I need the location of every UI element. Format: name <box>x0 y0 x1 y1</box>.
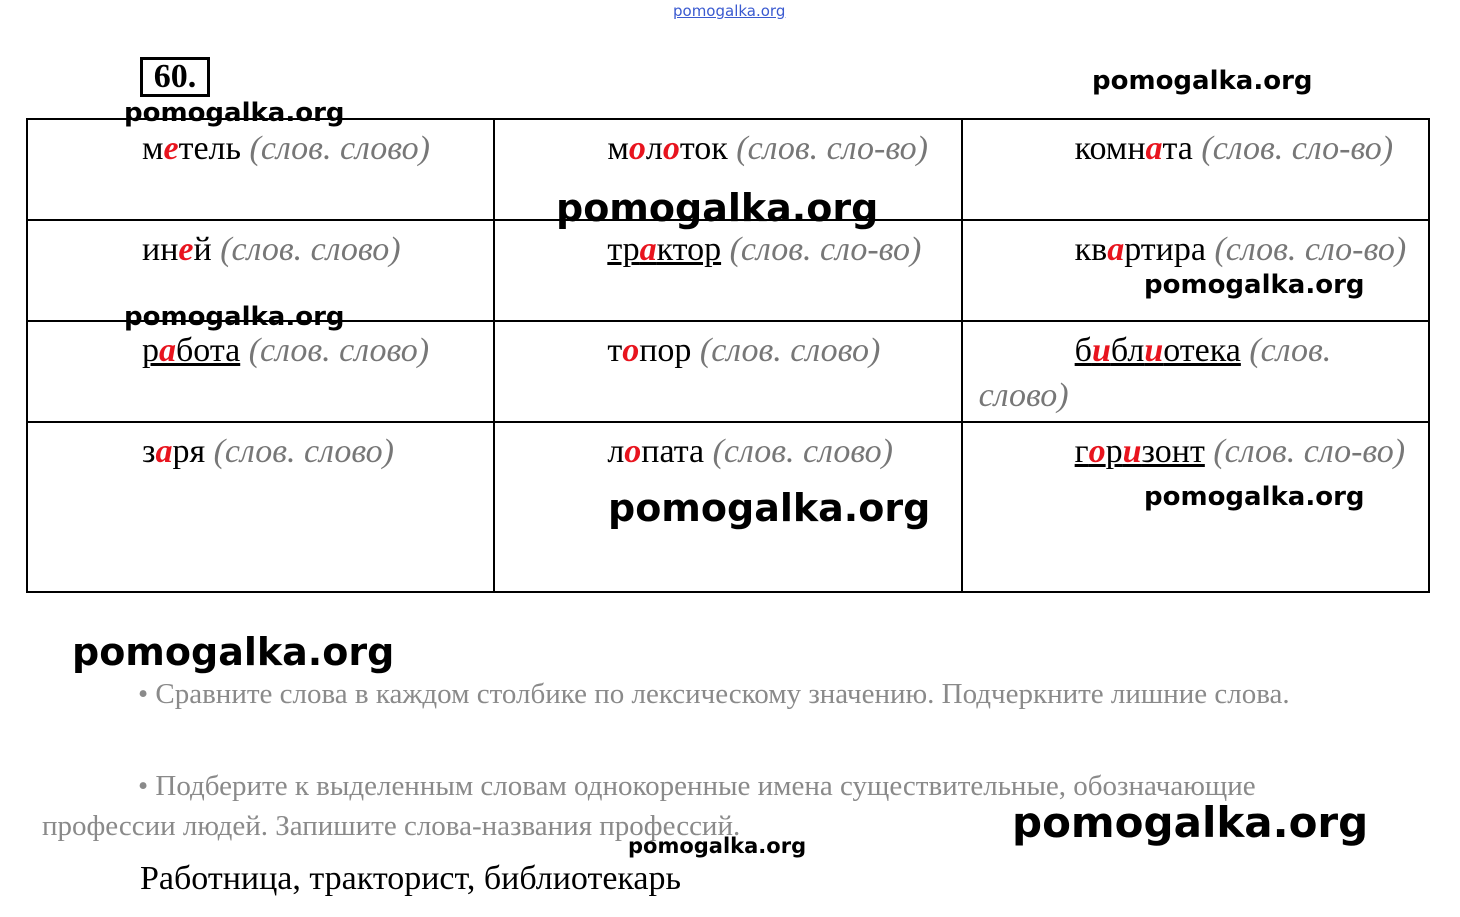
word-part: тель <box>178 130 242 167</box>
watermark: pomogalka.org <box>1012 798 1369 847</box>
word-part: кв <box>1074 231 1108 268</box>
word-note: (слов. слово) <box>699 332 881 369</box>
highlighted-letter: и <box>1122 433 1142 470</box>
watermark: pomogalka.org <box>1144 482 1365 512</box>
highlighted-letter: о <box>622 332 640 369</box>
word-part: р <box>142 332 159 369</box>
word-part: зонт <box>1141 433 1205 470</box>
exercise-number: 60. <box>140 57 210 97</box>
dictionary-word <box>1075 130 1193 167</box>
highlighted-letter: е <box>163 130 179 167</box>
word-note: (слов. слово) <box>220 231 401 268</box>
dictionary-word <box>1075 231 1206 268</box>
table-cell <box>494 220 961 321</box>
word-part: ртира <box>1124 231 1206 268</box>
word-part: л <box>645 130 663 167</box>
dictionary-word <box>607 433 704 470</box>
dictionary-word <box>142 433 205 470</box>
word-part: пор <box>639 332 692 369</box>
word-note: (слов. слово) <box>712 433 893 470</box>
word-part: л <box>607 433 625 470</box>
highlighted-letter: о <box>1088 433 1106 470</box>
word-note: (слов. слово) <box>248 332 430 369</box>
word-part: ря <box>172 433 206 470</box>
watermark: pomogalka.org <box>1144 270 1365 300</box>
word-part: бл <box>1110 332 1145 369</box>
word-part: ин <box>142 231 179 268</box>
dictionary-word <box>142 231 212 268</box>
answer-text: Работница, тракторист, библиотекарь <box>140 860 682 897</box>
table-cell <box>494 321 961 422</box>
word-part: м <box>607 130 629 167</box>
dictionary-word <box>607 130 727 167</box>
task-1: • Сравните слова в каждом столбике по лексическому значению. Подчеркните лишние слова. <box>138 678 1290 710</box>
word-part: й <box>193 231 212 268</box>
word-part: тр <box>607 231 640 268</box>
highlighted-letter: о <box>628 130 646 167</box>
dictionary-word <box>607 231 721 268</box>
word-note: (слов. слово) <box>978 332 1332 414</box>
word-part: отека <box>1163 332 1241 369</box>
word-part: б <box>1074 332 1092 369</box>
watermark: pomogalka.org <box>72 630 395 674</box>
word-note: (слов. слово) <box>249 130 430 167</box>
watermark: pomogalka.org <box>1092 66 1313 96</box>
highlighted-letter: а <box>639 231 657 268</box>
watermark: pomogalka.org <box>124 98 345 128</box>
word-part: р <box>1105 433 1123 470</box>
dictionary-word <box>142 332 240 369</box>
watermark: pomogalka.org <box>608 486 931 530</box>
table-cell <box>962 119 1429 220</box>
table-cell <box>27 119 494 220</box>
table-cell <box>962 321 1429 422</box>
table-cell <box>27 422 494 592</box>
highlighted-letter: а <box>1145 130 1163 167</box>
watermark: pomogalka.org <box>124 302 345 332</box>
word-part: г <box>1074 433 1089 470</box>
task-2: • Подберите к выделенным словам однокоренные имена существительные, обозначающие профессии людей. Запишите слова-названия профессий. <box>42 770 1256 842</box>
word-part: т <box>607 332 623 369</box>
highlighted-letter: а <box>155 433 173 470</box>
word-note: (слов. сло-во) <box>1214 231 1407 268</box>
word-part: з <box>142 433 156 470</box>
dictionary-word <box>1075 332 1241 369</box>
watermark: pomogalka.org <box>556 186 879 230</box>
highlighted-letter: и <box>1144 332 1164 369</box>
word-note: (слов. сло-во) <box>736 130 928 167</box>
dictionary-word <box>1075 433 1205 470</box>
highlighted-letter: о <box>662 130 680 167</box>
word-note: (слов. сло-во) <box>1201 130 1394 167</box>
dictionary-word <box>142 130 241 167</box>
word-part: ток <box>679 130 728 167</box>
highlighted-letter: а <box>1107 231 1125 268</box>
table-row <box>27 321 1429 422</box>
word-note: (слов. слово) <box>213 433 394 470</box>
word-part: ктор <box>656 231 722 268</box>
word-part: комн <box>1074 130 1146 167</box>
highlighted-letter: о <box>624 433 642 470</box>
highlighted-letter: а <box>159 332 176 369</box>
table-cell <box>27 321 494 422</box>
word-part: бота <box>176 332 241 369</box>
word-note: (слов. сло-во) <box>1213 433 1406 470</box>
word-part: пата <box>641 433 705 470</box>
word-part: м <box>142 130 164 167</box>
highlighted-letter: и <box>1091 332 1111 369</box>
top-watermark[interactable]: pomogalka.org <box>673 2 786 20</box>
watermark: pomogalka.org <box>628 834 807 858</box>
highlighted-letter: е <box>178 231 194 268</box>
dictionary-word <box>607 332 691 369</box>
word-note: (слов. сло-во) <box>729 231 922 268</box>
word-part: та <box>1162 130 1193 167</box>
